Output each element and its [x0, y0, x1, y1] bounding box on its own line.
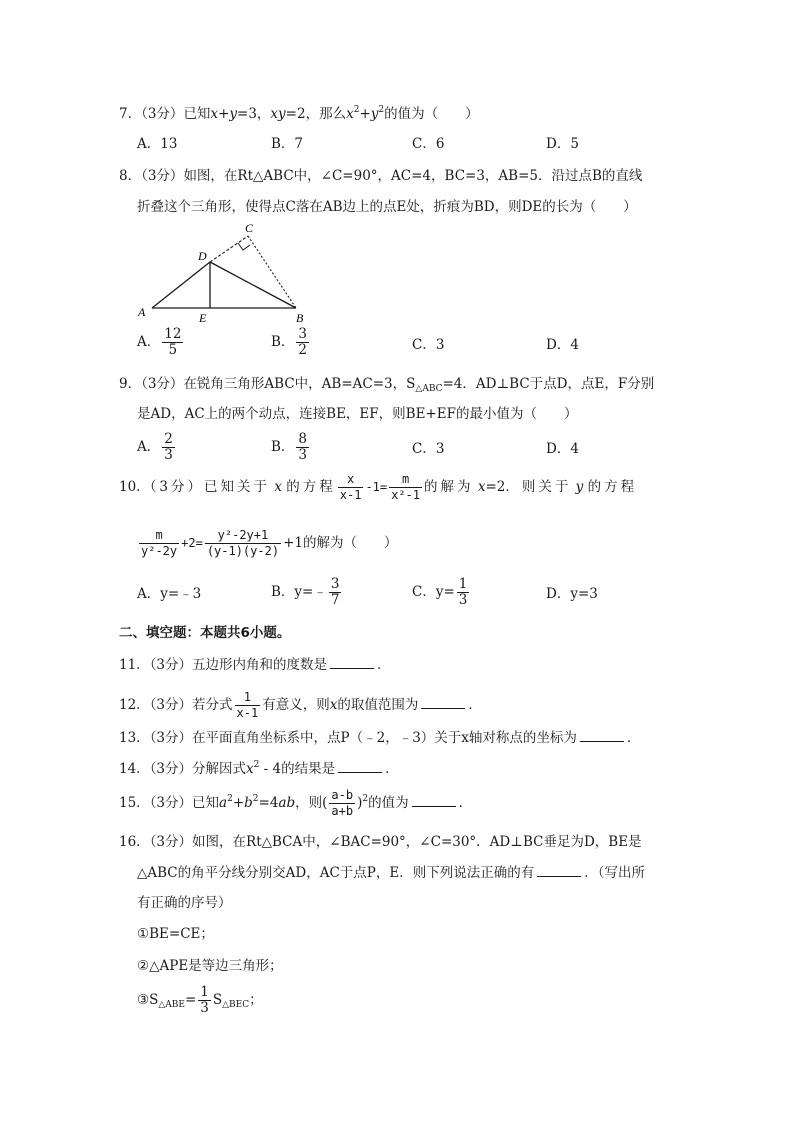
q8-dashed-cb — [248, 236, 296, 308]
q8-right-angle-mark — [238, 243, 250, 250]
q16-answer-blank — [537, 864, 581, 877]
q8-label-c: C — [245, 221, 254, 235]
q8-option-a: A． $\frac{12}{5}$ — [137, 326, 182, 358]
q10-stem-line1: 10．（3分）已知关于 x 的方程 $\frac{x}{x-1}$ -1= $\frac{m}{\text{x²-1}}$ 的解为 x=2．则关于 y 的方程 — [119, 472, 638, 502]
q8-label-d: D — [198, 249, 207, 263]
q7-option-d: D．5 — [546, 136, 579, 152]
q9-option-c: C．3 — [412, 441, 445, 457]
q10-option-a: A．y=﹣3 — [137, 586, 202, 602]
q9-option-d: D．4 — [546, 441, 579, 457]
q11-answer-blank — [330, 656, 374, 669]
q10-option-d: D．y=3 — [546, 586, 598, 602]
q7-option-c: C．6 — [412, 136, 445, 152]
q9-stem-line1: 9．（3分）在锐角三角形ABC中，AB=AC=3，$S_{\triangle ABC}=4$．AD⊥BC于点D，点E，F分别 — [119, 376, 655, 394]
q8-triangle-figure — [132, 218, 312, 328]
q13-stem: 13．（3分）在平面直角坐标系中，点P（﹣2，﹣3）关于x轴对称点的坐标为 ． — [119, 730, 641, 746]
q8-label-a: A — [138, 305, 146, 319]
q16-statement-1: ①BE=CE； — [137, 926, 214, 942]
q16-statement-3: $③S_{\triangle ABE}=$ $\frac{1}{3}$ $S_{\triangle BEC}$； — [137, 984, 263, 1016]
q7-stem: 7．（3分）已知x+y=3，xy=2，那么$x^2+y^2$的值为（ ） — [119, 105, 479, 122]
q16-statement-2: ②△APE是等边三角形； — [137, 958, 283, 974]
q12-answer-blank — [421, 696, 465, 709]
section-2-heading: 二、填空题：本题共6小题。 — [119, 625, 291, 641]
q8-segment-ad — [152, 262, 210, 308]
q8-option-d: D．4 — [546, 337, 579, 353]
q15-answer-blank — [412, 794, 456, 807]
q8-option-b: B． $\frac{3}{2}$ — [271, 326, 308, 358]
q9-stem-line2: 是AD，AC上的两个动点，连接BE，EF，则BE+EF的最小值为（ ） — [137, 406, 578, 422]
q8-option-c: C．3 — [412, 337, 445, 353]
q14-answer-blank — [338, 760, 382, 773]
q8-label-b: B — [296, 311, 304, 325]
q7-option-a: A．13 — [137, 136, 178, 152]
q12-stem: 12．（3分）若分式 $\frac{1}{x-1}$ 有意义，则x的取值范围为 ． — [119, 690, 482, 720]
q16-stem-line1: 16．（3分）如图，在Rt△BCA中，∠BAC=90°，∠C=30°．AD⊥BC垂足为D，BE是 — [119, 834, 642, 850]
q9-option-b: B． $\frac{8}{3}$ — [271, 431, 308, 463]
q15-stem: 15．（3分）已知$a^2+b^2=4ab$，则( $\frac{a-b}{a+b}$ )$^2$的值为 ． — [119, 788, 473, 818]
q13-answer-blank — [580, 729, 624, 742]
q8-stem-line1: 8．（3分）如图，在Rt△ABC中，∠C=90°，AC=4，BC=3，AB=5．沿过点B的直线 — [119, 168, 643, 184]
q11-stem: 11．（3分）五边形内角和的度数是 ． — [119, 657, 391, 673]
q10-option-c: C．y= $\frac{1}{3}$ — [412, 576, 468, 608]
q10-option-b: B．y=﹣ $\frac{3}{7}$ — [271, 576, 340, 608]
q14-stem: 14．（3分）分解因式$x^2 - 4$的结果是 ． — [119, 760, 399, 777]
q16-stem-line3: 有正确的序号） — [137, 895, 232, 911]
q8-segment-db — [210, 262, 296, 308]
q7-option-b: B．7 — [271, 136, 304, 152]
q10-stem-line2: $\frac{m}{\text{y²-2y}}$ +2= $\frac{\text{y²-2y+1}}{(y-1)(y-2)}$ +1的解为（ ） — [141, 528, 398, 558]
q8-label-e: E — [199, 311, 207, 325]
q8-stem-line2: 折叠这个三角形，使得点C落在AB边上的点E处，折痕为BD，则DE的长为（ ） — [137, 199, 637, 215]
q16-stem-line2: △ABC的角平分线分别交AD，AC于点P，E．则下列说法正确的有 ．（写出所 — [137, 865, 645, 881]
q9-option-a: A． $\frac{2}{3}$ — [137, 431, 173, 463]
